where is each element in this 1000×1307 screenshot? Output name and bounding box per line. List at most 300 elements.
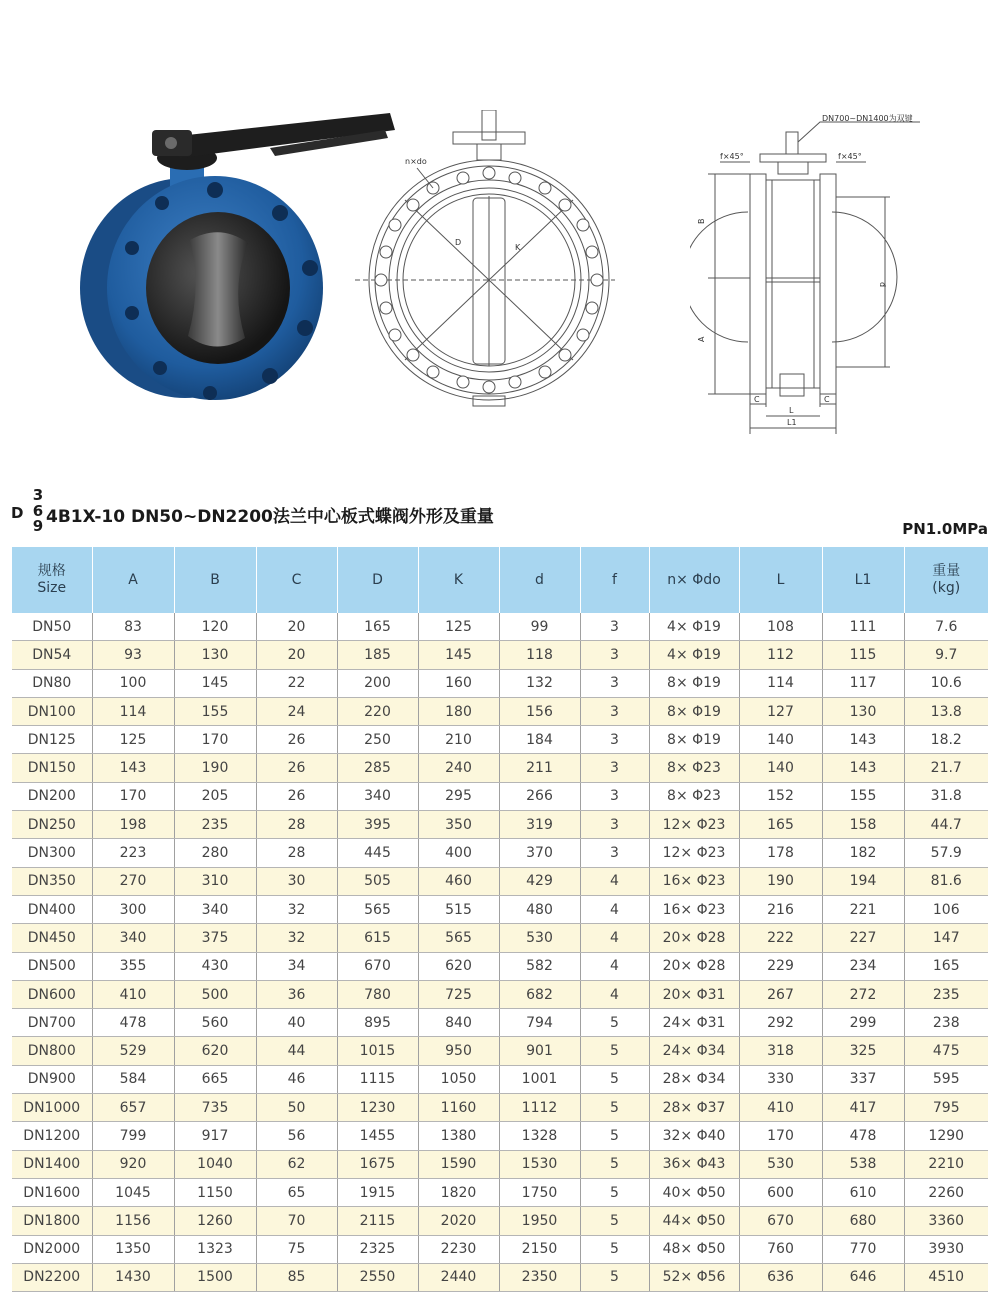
table-cell: 235 — [904, 980, 988, 1008]
table-cell: 234 — [822, 952, 904, 980]
table-row — [12, 839, 988, 867]
table-cell: 445 — [337, 839, 418, 867]
table-cell: 143 — [92, 754, 174, 782]
table-cell: 330 — [739, 1065, 822, 1093]
table-cell: 57.9 — [904, 839, 988, 867]
column-header-label: C — [291, 571, 302, 588]
table-cell: 3930 — [904, 1235, 988, 1263]
table-cell: 1160 — [418, 1094, 499, 1122]
table-cell: 1530 — [499, 1150, 580, 1178]
table-cell: 530 — [739, 1150, 822, 1178]
table-cell: 20 — [256, 641, 337, 669]
table-cell: 5 — [580, 1207, 649, 1235]
table-cell: 410 — [92, 980, 174, 1008]
size-cell: DN2000 — [12, 1235, 92, 1263]
table-cell: 1040 — [174, 1150, 256, 1178]
table-cell: 2325 — [337, 1235, 418, 1263]
table-cell: 2230 — [418, 1235, 499, 1263]
table-cell: 460 — [418, 867, 499, 895]
table-cell: 3 — [580, 669, 649, 697]
table-cell: 1260 — [174, 1207, 256, 1235]
table-cell: 1950 — [499, 1207, 580, 1235]
table-cell: 36 — [256, 980, 337, 1008]
table-cell: 895 — [337, 1009, 418, 1037]
table-cell: 500 — [174, 980, 256, 1008]
d-label: D — [455, 238, 462, 247]
table-cell: 26 — [256, 726, 337, 754]
table-cell: 610 — [822, 1178, 904, 1206]
table-cell: 8× Φ19 — [649, 726, 739, 754]
size-cell: DN700 — [12, 1009, 92, 1037]
table-cell: 1156 — [92, 1207, 174, 1235]
table-row — [12, 980, 988, 1008]
d-small-label: d — [878, 282, 887, 288]
size-cell: DN1000 — [12, 1094, 92, 1122]
size-cell: DN400 — [12, 895, 92, 923]
table-cell: 52× Φ56 — [649, 1263, 739, 1291]
table-cell: 3 — [580, 811, 649, 839]
table-cell: 1328 — [499, 1122, 580, 1150]
table-cell: 770 — [822, 1235, 904, 1263]
size-cell: DN1800 — [12, 1207, 92, 1235]
column-header-label: L — [776, 571, 785, 588]
table-cell: 1590 — [418, 1150, 499, 1178]
table-cell: 565 — [418, 924, 499, 952]
table-cell: 132 — [499, 669, 580, 697]
table-cell: 26 — [256, 782, 337, 810]
title-prefix: D — [11, 504, 24, 522]
table-row — [12, 1094, 988, 1122]
table-cell: 3 — [580, 839, 649, 867]
table-cell: 24× Φ34 — [649, 1037, 739, 1065]
table-cell: 165 — [904, 952, 988, 980]
size-cell: DN1600 — [12, 1178, 92, 1206]
table-cell: 430 — [174, 952, 256, 980]
table-cell: 370 — [499, 839, 580, 867]
table-cell: 646 — [822, 1263, 904, 1291]
table-cell: 130 — [174, 641, 256, 669]
size-cell: DN125 — [12, 726, 92, 754]
table-cell: 8× Φ19 — [649, 697, 739, 725]
holes-label: n×do — [405, 157, 427, 166]
table-cell: 4 — [580, 952, 649, 980]
table-cell: 24× Φ31 — [649, 1009, 739, 1037]
table-cell: 1455 — [337, 1122, 418, 1150]
table-cell: 1750 — [499, 1178, 580, 1206]
table-cell: 1230 — [337, 1094, 418, 1122]
table-cell: 319 — [499, 811, 580, 839]
table-cell: 2550 — [337, 1263, 418, 1291]
chamfer-right-label: f×45° — [838, 152, 862, 161]
column-header-label: A — [128, 571, 138, 588]
table-cell: 799 — [92, 1122, 174, 1150]
column-header-label: 重量 — [932, 563, 961, 579]
table-row — [12, 1122, 988, 1150]
table-cell: 2150 — [499, 1235, 580, 1263]
size-cell: DN50 — [12, 613, 92, 641]
table-body — [12, 613, 988, 1292]
table-cell: 5 — [580, 1094, 649, 1122]
table-cell: 3 — [580, 613, 649, 641]
table-cell: 93 — [92, 641, 174, 669]
table-cell: 21.7 — [904, 754, 988, 782]
table-cell: 32 — [256, 895, 337, 923]
column-header — [256, 547, 337, 613]
table-cell: 10.6 — [904, 669, 988, 697]
size-cell: DN500 — [12, 952, 92, 980]
table-cell: 12× Φ23 — [649, 811, 739, 839]
table-cell: 70 — [256, 1207, 337, 1235]
size-cell: DN900 — [12, 1065, 92, 1093]
table-cell: 840 — [418, 1009, 499, 1037]
table-cell: 26 — [256, 754, 337, 782]
table-cell: 227 — [822, 924, 904, 952]
table-row — [12, 924, 988, 952]
table-cell: 595 — [904, 1065, 988, 1093]
table-cell: 340 — [337, 782, 418, 810]
table-cell: 81.6 — [904, 867, 988, 895]
table-row — [12, 669, 988, 697]
title-digit: 9 — [32, 517, 44, 535]
table-cell: 170 — [739, 1122, 822, 1150]
table-cell: 205 — [174, 782, 256, 810]
table-cell: 32 — [256, 924, 337, 952]
table-cell: 1915 — [337, 1178, 418, 1206]
table-cell: 1050 — [418, 1065, 499, 1093]
size-cell: DN150 — [12, 754, 92, 782]
table-cell: 165 — [337, 613, 418, 641]
table-cell: 178 — [739, 839, 822, 867]
table-cell: 285 — [337, 754, 418, 782]
table-cell: 194 — [822, 867, 904, 895]
column-header — [649, 547, 739, 613]
table-cell: 99 — [499, 613, 580, 641]
double-key-note: DN700~DN1400为双键 — [822, 114, 913, 123]
table-cell: 266 — [499, 782, 580, 810]
table-cell: 735 — [174, 1094, 256, 1122]
table-cell: 3 — [580, 641, 649, 669]
table-cell: 5 — [580, 1178, 649, 1206]
table-cell: 4 — [580, 895, 649, 923]
table-cell: 3 — [580, 754, 649, 782]
table-cell: 901 — [499, 1037, 580, 1065]
table-cell: 75 — [256, 1235, 337, 1263]
table-cell: 272 — [822, 980, 904, 1008]
table-cell: 8× Φ23 — [649, 782, 739, 810]
table-cell: 223 — [92, 839, 174, 867]
column-header — [822, 547, 904, 613]
table-cell: 30 — [256, 867, 337, 895]
table-header-row — [12, 547, 988, 613]
table-cell: 4× Φ19 — [649, 613, 739, 641]
table-row — [12, 1207, 988, 1235]
title-digit: 3 — [32, 486, 44, 504]
table-cell: 83 — [92, 613, 174, 641]
size-cell: DN54 — [12, 641, 92, 669]
table-cell: 670 — [739, 1207, 822, 1235]
table-row — [12, 697, 988, 725]
table-cell: 270 — [92, 867, 174, 895]
table-cell: 325 — [822, 1037, 904, 1065]
table-cell: 165 — [739, 811, 822, 839]
table-cell: 1675 — [337, 1150, 418, 1178]
table-cell: 478 — [92, 1009, 174, 1037]
side-view-drawing — [690, 112, 940, 442]
table-cell: 50 — [256, 1094, 337, 1122]
title-digit: 6 — [32, 501, 44, 520]
table-cell: 615 — [337, 924, 418, 952]
table-cell: 221 — [822, 895, 904, 923]
column-header-label: K — [453, 571, 464, 588]
table-cell: 620 — [174, 1037, 256, 1065]
table-cell: 340 — [92, 924, 174, 952]
column-header — [337, 547, 418, 613]
table-cell: 222 — [739, 924, 822, 952]
table-cell: 22 — [256, 669, 337, 697]
title-main: 4B1X-10 DN50~DN2200法兰中心板式蝶阀外形及重量 — [46, 507, 494, 527]
table-cell: 125 — [92, 726, 174, 754]
c-left-label: C — [754, 395, 760, 404]
table-cell: 31.8 — [904, 782, 988, 810]
table-cell: 211 — [499, 754, 580, 782]
table-cell: 682 — [499, 980, 580, 1008]
table-cell: 429 — [499, 867, 580, 895]
column-header-label: n× Φdo — [667, 571, 721, 588]
table-cell: 85 — [256, 1263, 337, 1291]
table-cell: 114 — [92, 697, 174, 725]
table-row — [12, 895, 988, 923]
table-cell: 5 — [580, 1235, 649, 1263]
table-cell: 235 — [174, 811, 256, 839]
table-cell: 665 — [174, 1065, 256, 1093]
table-cell: 112 — [739, 641, 822, 669]
table-cell: 280 — [174, 839, 256, 867]
table-cell: 190 — [174, 754, 256, 782]
size-cell: DN2200 — [12, 1263, 92, 1291]
table-cell: 34 — [256, 952, 337, 980]
table-cell: 20× Φ28 — [649, 952, 739, 980]
table-cell: 2350 — [499, 1263, 580, 1291]
table-cell: 400 — [418, 839, 499, 867]
table-row — [12, 811, 988, 839]
table-cell: 216 — [739, 895, 822, 923]
table-cell: 760 — [739, 1235, 822, 1263]
table-cell: 2260 — [904, 1178, 988, 1206]
table-cell: 794 — [499, 1009, 580, 1037]
c-right-label: C — [824, 395, 830, 404]
table-cell: 36× Φ43 — [649, 1150, 739, 1178]
table-cell: 515 — [418, 895, 499, 923]
table-cell: 8× Φ23 — [649, 754, 739, 782]
table-cell: 8× Φ19 — [649, 669, 739, 697]
table-cell: 5 — [580, 1263, 649, 1291]
table-cell: 920 — [92, 1150, 174, 1178]
column-header-label: D — [372, 571, 383, 588]
table-cell: 1323 — [174, 1235, 256, 1263]
table-cell: 100 — [92, 669, 174, 697]
size-cell: DN1200 — [12, 1122, 92, 1150]
table-cell: 44.7 — [904, 811, 988, 839]
table-cell: 182 — [822, 839, 904, 867]
table-cell: 1112 — [499, 1094, 580, 1122]
column-header-label: L1 — [854, 571, 872, 588]
table-cell: 18.2 — [904, 726, 988, 754]
table-cell: 130 — [822, 697, 904, 725]
table-cell: 190 — [739, 867, 822, 895]
table-cell: 1290 — [904, 1122, 988, 1150]
table-cell: 185 — [337, 641, 418, 669]
table-cell: 12× Φ23 — [649, 839, 739, 867]
column-header — [418, 547, 499, 613]
table-cell: 780 — [337, 980, 418, 1008]
table-cell: 917 — [174, 1122, 256, 1150]
table-cell: 5 — [580, 1037, 649, 1065]
table-cell: 143 — [822, 726, 904, 754]
table-row — [12, 641, 988, 669]
column-header — [12, 547, 92, 613]
table-cell: 62 — [256, 1150, 337, 1178]
table-cell: 143 — [822, 754, 904, 782]
table-row — [12, 754, 988, 782]
table-cell: 200 — [337, 669, 418, 697]
table-cell: 4510 — [904, 1263, 988, 1291]
table-cell: 147 — [904, 924, 988, 952]
table-cell: 560 — [174, 1009, 256, 1037]
chamfer-left-label: f×45° — [720, 152, 744, 161]
table-cell: 156 — [499, 697, 580, 725]
table-cell: 13.8 — [904, 697, 988, 725]
table-cell: 46 — [256, 1065, 337, 1093]
table-cell: 240 — [418, 754, 499, 782]
table-cell: 28 — [256, 839, 337, 867]
table-cell: 117 — [822, 669, 904, 697]
table-row — [12, 1065, 988, 1093]
table-cell: 108 — [739, 613, 822, 641]
table-cell: 4× Φ19 — [649, 641, 739, 669]
table-cell: 145 — [174, 669, 256, 697]
b-label: B — [697, 218, 706, 224]
table-cell: 170 — [92, 782, 174, 810]
table-cell: 505 — [337, 867, 418, 895]
column-header — [904, 547, 988, 613]
table-cell: 538 — [822, 1150, 904, 1178]
table-row — [12, 1009, 988, 1037]
table-cell: 145 — [418, 641, 499, 669]
column-header — [580, 547, 649, 613]
size-cell: DN1400 — [12, 1150, 92, 1178]
table-cell: 16× Φ23 — [649, 895, 739, 923]
table-cell: 4 — [580, 867, 649, 895]
table-row — [12, 613, 988, 641]
table-cell: 158 — [822, 811, 904, 839]
table-cell: 657 — [92, 1094, 174, 1122]
table-cell: 210 — [418, 726, 499, 754]
a-label: A — [697, 336, 706, 342]
table-cell: 795 — [904, 1094, 988, 1122]
table-row — [12, 726, 988, 754]
table-cell: 28 — [256, 811, 337, 839]
table-cell: 310 — [174, 867, 256, 895]
table-cell: 340 — [174, 895, 256, 923]
table-row — [12, 1178, 988, 1206]
table-cell: 40 — [256, 1009, 337, 1037]
column-header — [92, 547, 174, 613]
table-cell: 1115 — [337, 1065, 418, 1093]
table-cell: 300 — [92, 895, 174, 923]
table-cell: 3 — [580, 782, 649, 810]
table-cell: 4 — [580, 980, 649, 1008]
l1-label: L1 — [787, 418, 797, 427]
table-cell: 229 — [739, 952, 822, 980]
table-cell: 170 — [174, 726, 256, 754]
front-view-drawing — [355, 110, 615, 420]
table-cell: 395 — [337, 811, 418, 839]
table-cell: 114 — [739, 669, 822, 697]
table-cell: 318 — [739, 1037, 822, 1065]
table-cell: 1430 — [92, 1263, 174, 1291]
table-cell: 565 — [337, 895, 418, 923]
column-header-sublabel: (kg) — [932, 580, 961, 596]
table-cell: 184 — [499, 726, 580, 754]
table-cell: 20× Φ28 — [649, 924, 739, 952]
table-cell: 120 — [174, 613, 256, 641]
table-cell: 48× Φ50 — [649, 1235, 739, 1263]
table-cell: 20 — [256, 613, 337, 641]
table-row — [12, 1263, 988, 1291]
column-header-sublabel: Size — [37, 580, 67, 596]
table-cell: 299 — [822, 1009, 904, 1037]
size-cell: DN200 — [12, 782, 92, 810]
table-cell: 44× Φ50 — [649, 1207, 739, 1235]
table-cell: 2440 — [418, 1263, 499, 1291]
column-header-label: d — [535, 571, 544, 588]
table-cell: 355 — [92, 952, 174, 980]
table-cell: 670 — [337, 952, 418, 980]
column-header-label: 规格 — [37, 563, 66, 579]
table-cell: 140 — [739, 726, 822, 754]
table-cell: 238 — [904, 1009, 988, 1037]
table-cell: 2115 — [337, 1207, 418, 1235]
table-cell: 28× Φ34 — [649, 1065, 739, 1093]
table-cell: 5 — [580, 1009, 649, 1037]
table-cell: 584 — [92, 1065, 174, 1093]
size-cell: DN600 — [12, 980, 92, 1008]
table-cell: 950 — [418, 1037, 499, 1065]
pressure-rating: PN1.0MPa — [902, 520, 988, 538]
column-header-label: B — [210, 571, 220, 588]
table-cell: 125 — [418, 613, 499, 641]
size-cell: DN350 — [12, 867, 92, 895]
table-cell: 3 — [580, 697, 649, 725]
l-label: L — [789, 406, 794, 415]
table-cell: 1350 — [92, 1235, 174, 1263]
table-cell: 620 — [418, 952, 499, 980]
table-row — [12, 1235, 988, 1263]
table-cell: 198 — [92, 811, 174, 839]
table-cell: 3360 — [904, 1207, 988, 1235]
table-row — [12, 952, 988, 980]
column-header-label: f — [612, 571, 617, 588]
table-cell: 350 — [418, 811, 499, 839]
table-cell: 1015 — [337, 1037, 418, 1065]
table-cell: 65 — [256, 1178, 337, 1206]
table-row — [12, 867, 988, 895]
table-cell: 410 — [739, 1094, 822, 1122]
table-cell: 56 — [256, 1122, 337, 1150]
table-cell: 478 — [822, 1122, 904, 1150]
table-cell: 4 — [580, 924, 649, 952]
table-cell: 1500 — [174, 1263, 256, 1291]
